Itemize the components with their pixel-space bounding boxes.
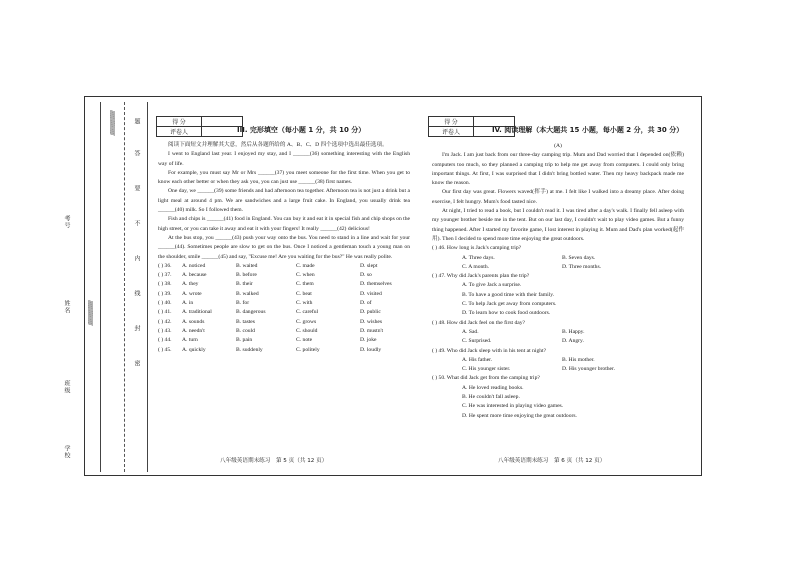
binding-warning-5: 不	[133, 220, 139, 227]
option: A. wrote	[182, 290, 202, 297]
answer-blank[interactable]: ( ) 41.	[158, 309, 172, 316]
passage-label: (A)	[554, 143, 562, 149]
question-stem[interactable]: ( ) 48. How did Jack feel on the first day?	[432, 319, 526, 326]
answer-blank[interactable]: ( ) 40.	[158, 300, 172, 307]
option: A. turn	[182, 337, 198, 344]
question-stem[interactable]: ( ) 46. How long is Jack's camping trip?	[432, 245, 522, 252]
option: B. their	[236, 281, 253, 288]
option: D. public	[360, 309, 381, 316]
choice: D. To learn how to cook food outdoors.	[462, 310, 551, 317]
right-grader-label: 评卷人	[429, 127, 474, 137]
cloze-paragraph: For example, you must say Mr or Mrs ______(37) you meet someone for the first time. When you get to know each other better or when they ask you, you can just use ______(38) first names.	[158, 169, 410, 186]
binding-label-number: 考号	[63, 215, 69, 229]
option: C. beat	[296, 290, 312, 297]
question-choices	[432, 328, 684, 347]
option: C. when	[296, 272, 315, 279]
option: A. in	[182, 300, 194, 307]
binding-label-name: 姓名	[63, 300, 69, 314]
option: D. mustn't	[360, 327, 384, 334]
option: A. noticed	[182, 262, 206, 269]
cloze-paragraph: At the bus stop, you ______(43) push your way onto the bus. You need to stand in a line and wait for your ______(44). Sometimes people are slow to get on the bus. Once I noticed a gentleman touch a young man on the shoulder, smile ______(45) and say, "Excuse me! Are you waiting for the bus?" He was really polite.	[158, 234, 410, 260]
binding-slashes-right: //////////////////////////	[108, 110, 116, 135]
choice: B. His mother.	[562, 356, 595, 363]
choice: D. Three months.	[562, 263, 602, 270]
option: C. with	[296, 300, 313, 307]
binding-label-class: 班级	[63, 380, 69, 394]
option: D. joke	[360, 337, 377, 344]
right-page-footer: 八年级英语期末练习 第 6 页（共 12 页）	[498, 458, 606, 464]
option: B. walked	[236, 290, 259, 297]
option: D. themselves	[360, 281, 392, 288]
option: C. made	[296, 262, 315, 269]
answer-blank[interactable]: ( ) 38.	[158, 281, 172, 288]
choice: B. To have a good time with their family.	[462, 291, 555, 298]
choice: B. Seven days.	[562, 254, 596, 261]
answer-blank[interactable]: ( ) 45.	[158, 346, 172, 353]
option: C. them	[296, 281, 314, 288]
option: D. so	[360, 272, 372, 279]
cloze-options	[158, 262, 410, 355]
choice: C. A month.	[462, 263, 490, 270]
answer-blank[interactable]: ( ) 37.	[158, 272, 172, 279]
binding-line-inner	[147, 102, 148, 472]
right-column	[432, 142, 684, 421]
option: B. before	[236, 272, 257, 279]
option: B. dangerous	[236, 309, 266, 316]
cloze-paragraph: Fish and chips is ______(41) food in England. You can buy it and eat it in special fish and chip shops on the high street, or you can take it away and eat it with your fingers! It really ______(42) delicious!	[158, 216, 410, 232]
option: C. should	[296, 327, 318, 334]
answer-blank[interactable]: ( ) 42.	[158, 318, 172, 325]
choice: B. He couldn't fall asleep.	[462, 394, 520, 401]
answer-blank[interactable]: ( ) 44.	[158, 337, 172, 344]
cloze-instruction: 阅读下面短文并理解其大意，然后从各题所给的 A、B、C、D 四个选项中选出最佳选项。	[168, 142, 388, 148]
question-stem[interactable]: ( ) 47. Why did Jack's parents plan the trip?	[432, 273, 530, 280]
choice: A. To give Jack a surprise.	[462, 282, 522, 289]
choice: C. To help Jack get away from computers.	[462, 301, 557, 308]
option: A. they	[182, 281, 199, 288]
question-choices	[432, 356, 684, 375]
option: B. pain	[236, 337, 253, 344]
option: B. for	[236, 300, 250, 307]
binding-slashes-left: //////////////////////////	[86, 300, 94, 325]
option: D. of	[360, 300, 372, 307]
right-section-title: IV. 阅读理解（本大题共 15 小题，每小题 2 分，共 30 分）	[492, 126, 684, 134]
left-score-label: 得 分	[157, 117, 202, 127]
binding-line-dashed	[124, 102, 125, 472]
binding-label-school: 学校	[63, 445, 69, 459]
choice: A. Three days.	[462, 254, 495, 261]
option: A. because	[182, 272, 207, 279]
binding-warning-1: 密	[133, 360, 139, 367]
left-page-footer: 八年级英语期末练习 第 5 页（共 12 页）	[220, 458, 328, 464]
passage-paragraph: Our first day was great. Flowers waved(挥手) at me. I felt like I walked into a dreamy place. After doing exercise, I felt hungry. Mum's food tasted nice.	[432, 189, 684, 205]
option: C. careful	[296, 309, 319, 316]
option: C. note	[296, 337, 313, 344]
choice: A. His father.	[462, 356, 493, 363]
option: A. traditional	[182, 309, 212, 316]
binding-warning-3: 线	[133, 290, 139, 297]
answer-blank[interactable]: ( ) 36.	[158, 262, 172, 269]
left-score-box	[156, 116, 243, 137]
choice: A. He loved reading books.	[462, 384, 524, 391]
choice: D. He spent more time enjoying the great outdoors.	[462, 412, 577, 419]
question-stem[interactable]: ( ) 49. Who did Jack sleep with in his tent at night?	[432, 347, 547, 354]
passage-paragraph: I'm Jack. I am just back from our three-day camping trip. Mum and Dad worried that I depended on(依赖) computers too much, so they planned a camping trip to help me get away from computers. I could only bring important things. At first, I was surprised that I didn't bring bottled water. Then my heavy backpack made me know the reason.	[432, 152, 684, 187]
binding-line-outer	[100, 102, 101, 472]
option: C. grows	[296, 318, 317, 325]
choice: C. He was interested in playing video games.	[462, 403, 564, 410]
right-score-label: 得 分	[429, 117, 474, 127]
answer-blank[interactable]: ( ) 43.	[158, 327, 172, 334]
option: A. needn't	[182, 327, 205, 334]
answer-blank[interactable]: ( ) 39.	[158, 290, 172, 297]
option: D. wishes	[360, 318, 383, 325]
option: B. could	[236, 327, 255, 334]
choice: A. Sad.	[462, 328, 479, 335]
passage-paragraph: At night, I tried to read a book, but I couldn't read it. I was tired after a day's walk. I finally fell asleep with my younger brother beside me in the tent. But on our last day, I couldn't wait to play video games. But a funny thing happened. After I started my favorite game, I lost interest in playing it. Mum and Dad's plan worked(起作用). Then I decided to spend more time enjoying the great outdoors.	[432, 208, 684, 242]
choice: C. Surprised.	[462, 338, 492, 345]
option: B. waited	[236, 262, 258, 269]
binding-warning-7: 答	[133, 150, 139, 157]
cloze-paragraph: One day, we ______(39) some friends and had afternoon tea together. Afternoon tea is not just a drink but a light meal at around 4 pm. We are sandwiches and a large fruit cake. In England, you usually drink tea ______(40) milk. So I followed them.	[158, 188, 410, 214]
left-section-title: III. 完形填空（每小题 1 分，共 10 分）	[237, 126, 366, 134]
binding-warning-6: 要	[133, 185, 139, 192]
option: B. suddenly	[236, 346, 263, 353]
question-choices	[432, 254, 684, 273]
choice: D. His younger brother.	[562, 366, 615, 373]
choice: B. Happy.	[562, 328, 585, 335]
cloze-paragraph: I went to England last year. I enjoyed my stay, and I ______(36) something interesting with the English way of life.	[158, 151, 410, 167]
option: B. tastes	[236, 318, 255, 325]
left-grader-label: 评卷人	[157, 127, 202, 137]
option: C. politely	[296, 346, 320, 353]
option: A. quickly	[182, 346, 206, 353]
binding-warning-4: 内	[133, 255, 139, 262]
choice: D. Angry.	[562, 338, 584, 345]
left-column	[158, 141, 410, 355]
choice: C. His younger sister.	[462, 366, 511, 373]
option: D. loudly	[360, 346, 382, 353]
option: A. sounds	[182, 318, 205, 325]
question-stem[interactable]: ( ) 50. What did Jack get from the camping trip?	[432, 375, 540, 382]
option: D. visited	[360, 290, 382, 297]
option: D. slept	[360, 262, 378, 269]
binding-warning-2: 封	[133, 325, 139, 332]
binding-warning-8: 题	[133, 118, 139, 125]
